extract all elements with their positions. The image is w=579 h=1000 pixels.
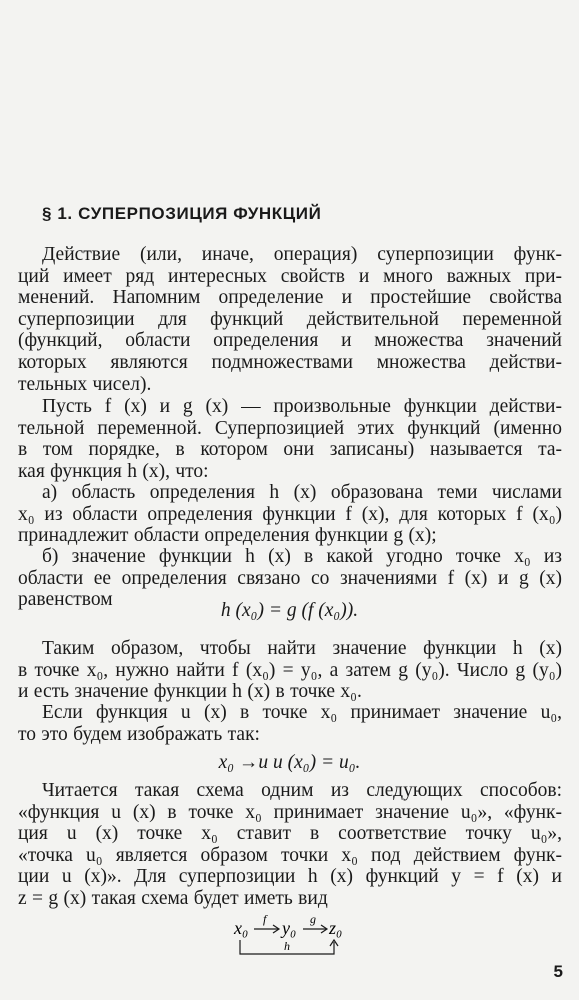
text-line: менений. Напомним определение и простейшие свойства xyxy=(18,287,562,309)
diagram-z0: z₀ xyxy=(329,918,343,938)
paragraph-reading xyxy=(18,780,562,910)
text-line: области ее определения связано со значениями f (x) и g (x) xyxy=(18,567,562,589)
text-line: кая функция h (x), что: xyxy=(18,460,209,482)
text-line: равенством xyxy=(18,589,113,611)
text-line: ций имеет ряд интересных свойств и много важных при- xyxy=(18,265,562,287)
text-line: ция u (x) точке x₀ ставит в соответствие точку u₀», xyxy=(18,823,562,845)
paragraph-explanation xyxy=(18,638,562,703)
text-line: которых являются подмножествами множества действи- xyxy=(18,351,562,373)
text-line: тельных чисел). xyxy=(18,373,152,395)
text-line: суперпозиции для функций действительной переменной xyxy=(18,308,562,330)
diagram-x0: x₀ xyxy=(234,918,249,938)
text-line: Если функция u (x) в точке x₀ принимает значение u₀, xyxy=(42,702,562,723)
diagram-f-label: f xyxy=(263,912,267,926)
text-line: «точка u₀ является образом точки x₀ под действием функ- xyxy=(18,844,562,866)
formula-composition: h (x₀) = g (f (x₀)). xyxy=(220,600,359,621)
text-line: и есть значение функции h (x) в точке x₀. xyxy=(18,681,362,703)
diagram-h-label: h xyxy=(284,939,290,953)
section-heading: § 1. СУПЕРПОЗИЦИЯ ФУНКЦИЙ xyxy=(42,204,322,223)
paragraph-notation xyxy=(18,702,562,745)
page-number: 5 xyxy=(553,962,563,981)
text-line: Таким образом, чтобы найти значение функции h (x) xyxy=(42,638,562,659)
text-line: в том порядке, в котором они записаны) называется та- xyxy=(18,439,562,461)
text-line: б) значение функции h (x) в какой угодно точке x₀ из xyxy=(42,546,562,567)
paragraph-intro xyxy=(18,244,562,395)
paragraph-definition xyxy=(18,396,562,482)
text-line: Читается такая схема одним из следующих способов: xyxy=(42,780,562,801)
text-line: принадлежит области определения функции g (x); xyxy=(18,525,437,547)
text-line: «функция u (x) в точке x₀ принимает значение u₀», «функ- xyxy=(18,801,562,823)
text-line: z = g (x) такая схема будет иметь вид xyxy=(18,887,328,909)
text-line: Пусть f (x) и g (x) — произвольные функции действи- xyxy=(42,396,562,417)
text-line: в точке x₀, нужно найти f (x₀) = y₀, а затем g (y₀). Число g (y₀) xyxy=(18,659,562,681)
text-line: x₀ из области определения функции f (x), для которых f (x₀) xyxy=(18,503,562,525)
paragraph-condition-a xyxy=(18,482,562,547)
text-line: ции u (x)». Для суперпозиции h (x) функций y = f (x) и xyxy=(18,866,562,888)
text-line: то это будем изображать так: xyxy=(18,723,260,745)
text-line: а) область определения h (x) образована теми числами xyxy=(42,482,562,503)
diagram-y0: y₀ xyxy=(282,918,297,938)
text-line: (функций, области определения и множества значений xyxy=(18,330,562,352)
formula-mapping: x₀ →u u (x₀) = u₀. xyxy=(218,752,361,773)
composition-diagram xyxy=(232,912,352,962)
text-line: тельной переменной. Суперпозицией этих функций (именно xyxy=(18,417,562,439)
text-line: Действие (или, иначе, операция) суперпозиции функ- xyxy=(42,244,562,265)
diagram-g-label: g xyxy=(310,912,316,926)
